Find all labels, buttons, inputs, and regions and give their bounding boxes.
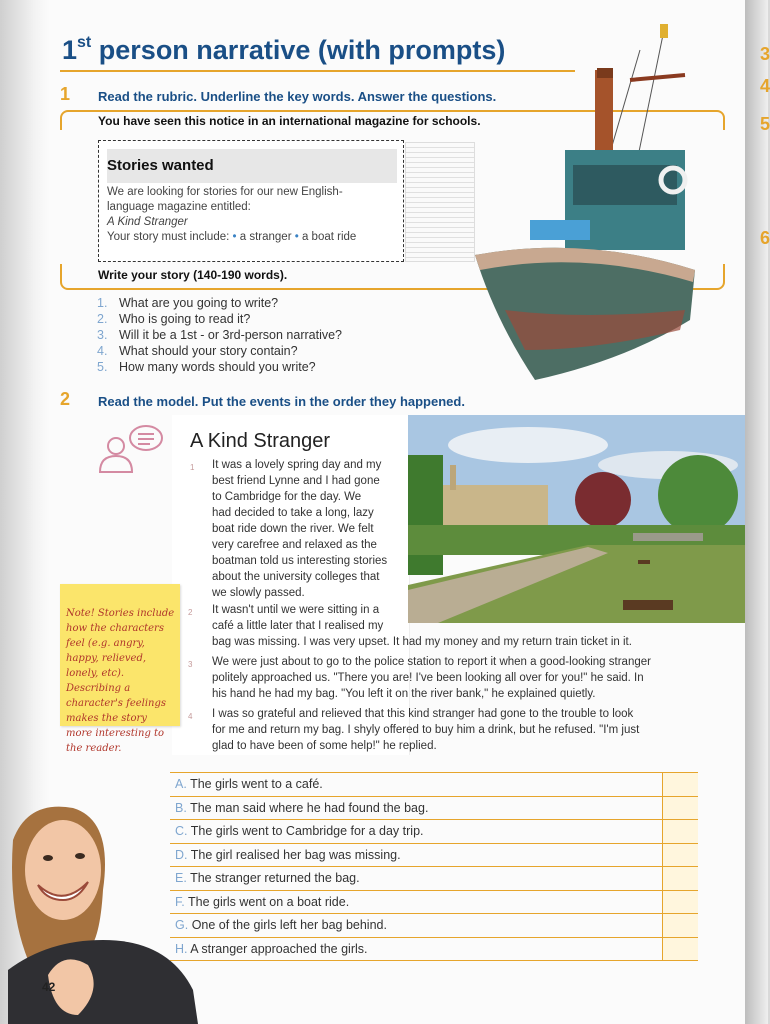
answer-box[interactable]	[662, 797, 698, 820]
table-row: C. The girls went to Cambridge for a day trip.	[170, 820, 698, 844]
page-number: 42	[42, 980, 56, 994]
table-row: G. One of the girls left her bag behind.	[170, 914, 698, 938]
story-paragraph-3: We were just about to go to the police station to report it when a good-looking stranger politely approached us. "There you are! I've been looking all over for you!" he said. In his hand he had my bag. "You left it on the river bank," he explained quietly.	[212, 656, 651, 700]
table-row: F. The girls went on a boat ride.	[170, 891, 698, 915]
list-item: 4. What should your story contain?	[97, 344, 298, 358]
paragraph-number: 3	[188, 660, 193, 669]
notice-heading: Stories wanted	[107, 157, 214, 174]
answer-box[interactable]	[662, 938, 698, 961]
list-item: 1. What are you going to write?	[97, 296, 279, 310]
events-table	[170, 772, 698, 961]
edge-number: 4	[760, 76, 770, 96]
answer-box[interactable]	[662, 820, 698, 843]
answer-box[interactable]	[662, 914, 698, 937]
paragraph-number: 1	[190, 463, 195, 472]
paragraph-number: 2	[188, 608, 193, 617]
story-paragraph-1: It was a lovely spring day and my best friend Lynne and I had gone to Cambridge for the day. We had decided to take a long, lazy boat ride down the river. We felt very carefree and relaxed as the boatman told us interesting stories about the university colleges that we slowly passed.	[212, 459, 388, 599]
answer-box[interactable]	[662, 891, 698, 914]
exercise-2-instruction: Read the model. Put the events in the order they happened.	[98, 394, 465, 409]
table-row: D. The girl realised her bag was missing.	[170, 844, 698, 868]
story-title: A Kind Stranger	[190, 430, 331, 452]
table-row: B. The man said where he had found the bag.	[170, 797, 698, 821]
list-item: 2. Who is going to read it?	[97, 312, 251, 326]
note-sticky: Note! Stories include how the characters feel (e.g. angry, happy, relieved, lonely, etc). Describing a character's feelings makes the story more interesting to the reader.	[60, 584, 180, 726]
edge-number: 3	[760, 44, 770, 64]
rubric-intro: You have seen this notice in an international magazine for schools.	[98, 114, 481, 128]
exercise-1-number: 1	[60, 84, 71, 104]
story-paragraph-2: It wasn't until we were sitting in a café a little later that I realised my bag was missing. I was very upset. It had my money and my return train ticket in it.	[212, 604, 632, 648]
list-item: 3. Will it be a 1st - or 3rd-person narrative?	[97, 328, 343, 342]
smiling-girl-photo	[8, 800, 198, 1024]
edge-number: 6	[760, 228, 770, 248]
rubric-task: Write your story (140-190 words).	[98, 268, 288, 282]
story-paragraph-4: I was so grateful and relieved that this kind stranger had gone to the trouble to look for me and return my bag. I shyly offered to buy him a drink, but he refused. "I'm just glad to have been of some help!" he replied.	[212, 708, 640, 752]
speech-bubble-icon	[96, 424, 166, 474]
table-row: E. The stranger returned the bag.	[170, 867, 698, 891]
list-item: 5. How many words should you write?	[97, 360, 316, 374]
newspaper-clipping	[405, 142, 475, 262]
edge-number: 5	[760, 114, 770, 134]
answer-box[interactable]	[662, 773, 698, 796]
fishing-boat-image	[475, 20, 725, 385]
exercise-1-instruction: Read the rubric. Underline the key words. Answer the questions.	[98, 89, 497, 104]
table-row: H. A stranger approached the girls.	[170, 938, 698, 962]
stories-wanted-notice	[98, 140, 404, 262]
paragraph-number: 4	[188, 712, 193, 721]
notice-body: We are looking for stories for our new English- language magazine entitled: A Kind Stranger Your story must include: • a stranger • a boat ride	[107, 186, 357, 243]
exercise-2-number: 2	[60, 389, 71, 409]
table-row: A. The girls went to a café.	[170, 773, 698, 797]
cambridge-river-photo	[408, 415, 745, 623]
next-page-edge	[745, 0, 768, 1024]
page-title: 1st person narrative (with prompts)	[62, 34, 506, 65]
answer-box[interactable]	[662, 844, 698, 867]
answer-box[interactable]	[662, 867, 698, 890]
question-list	[97, 295, 342, 375]
